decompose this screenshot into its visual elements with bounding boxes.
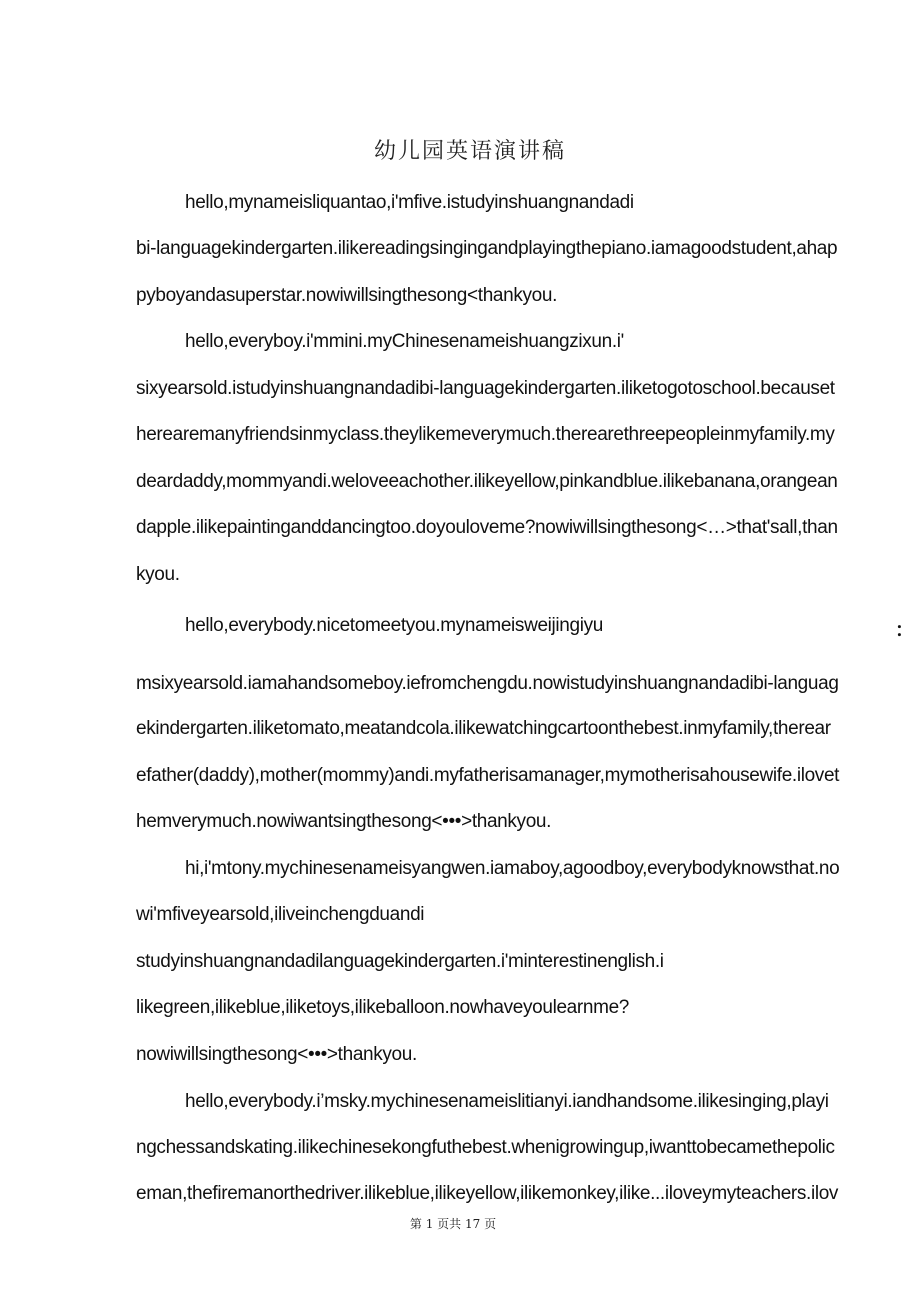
text-line: studyinshuangnandadilanguagekindergarten.i'minterestinenglish.i	[136, 951, 664, 972]
text-line: nowiwillsingthesong<•••>thankyou.	[136, 1044, 417, 1065]
text-line: hello,everyboy.i'mmini.myChinesenameishuangzixun.i'	[185, 331, 624, 352]
document-title: 幼儿园英语演讲稿	[373, 139, 566, 164]
text-line: ngchessandskating.ilikechinesekongfuthebest.whenigrowingup,iwanttobecamethepolic	[136, 1137, 835, 1158]
text-line: kyou.	[136, 564, 180, 585]
page-footer: 第 1 页共 17 页	[409, 1217, 497, 1231]
colon-mark: ：	[895, 620, 915, 641]
text-line: wi'mfiveyearsold,iliveinchengduandi	[136, 904, 425, 925]
text-line: ekindergarten.iliketomato,meatandcola.ilikewatchingcartoonthebest.inmyfamily,therear	[136, 718, 831, 739]
text-line: msixyearsold.iamahandsomeboy.iefromchengdu.nowistudyinshuangnandadibi-languag	[136, 673, 839, 694]
text-line: hello,mynameisliquantao,i'mfive.istudyinshuangnandadi	[185, 192, 634, 213]
text-line: hi,i'mtony.mychinesenameisyangwen.iamaboy,agoodboy,everybodyknowsthat.no	[185, 858, 840, 879]
text-line: bi-languagekindergarten.ilikereadingsingingandplayingthepiano.iamagoodstudent,ahap	[136, 238, 838, 259]
text-line: herearemanyfriendsinmyclass.theylikemeverymuch.therearethreepeopleinmyfamily.my	[136, 424, 835, 445]
text-line: eman,thefiremanorthedriver.ilikeblue,ilikeyellow,ilikemonkey,ilike...iloveymyteachers.ilov	[136, 1183, 839, 1204]
text-line: efather(daddy),mother(mommy)andi.myfatherisamanager,mymotherisahousewife.ilovet	[136, 765, 840, 786]
text-line: hello,everybody.i’msky.mychinesenameislitianyi.iandhandsome.ilikesinging,playi	[185, 1091, 829, 1112]
text-line: hemverymuch.nowiwantsingthesong<•••>thankyou.	[136, 811, 552, 832]
text-line: hello,everybody.nicetomeetyou.mynameisweijingiyu	[185, 615, 603, 636]
text-line: sixyearsold.istudyinshuangnandadibi-languagekindergarten.iliketogotoschool.becauset	[136, 378, 835, 399]
text-line: pyboyandasuperstar.nowiwillsingthesong<thankyou.	[136, 285, 558, 306]
text-line: deardaddy,mommyandi.weloveeachother.ilikeyellow,pinkandblue.ilikebanana,orangean	[136, 471, 838, 492]
text-line: likegreen,ilikeblue,iliketoys,ilikeballoon.nowhaveyoulearnme?	[136, 997, 630, 1018]
text-line: dapple.ilikepaintinganddancingtoo.doyouloveme?nowiwillsingthesong<…>that'sall,than	[136, 517, 838, 538]
